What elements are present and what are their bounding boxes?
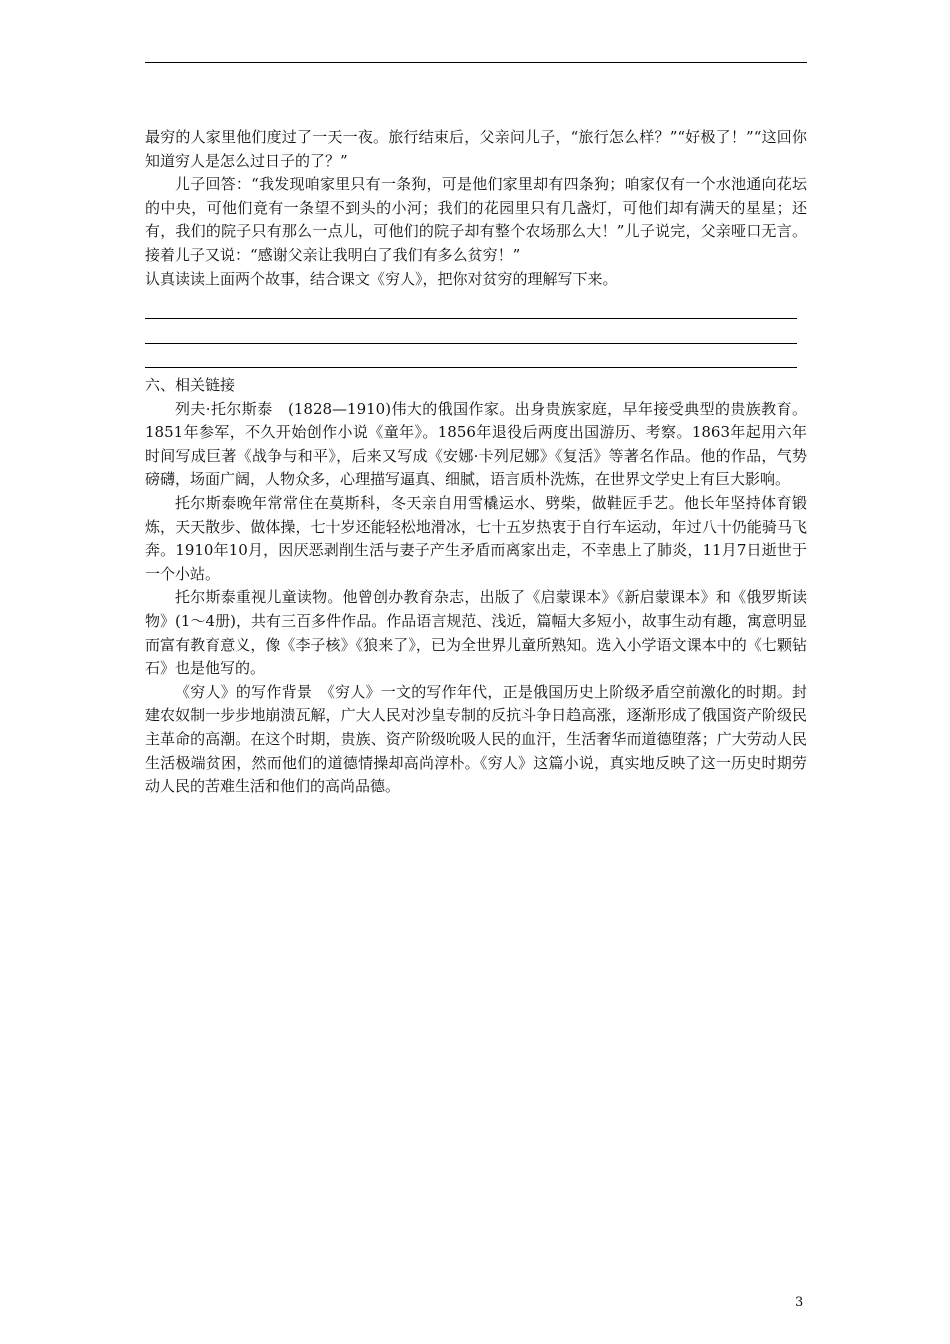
info-paragraph: 托尔斯泰晚年常常住在莫斯科，冬天亲自用雪橇运水、劈柴，做鞋匠手艺。他长年坚持体育锻炼，天天散步、做体操，七十岁还能轻松地滑冰，七十五岁热衷于自行车运动，年过八十仍能骑马飞奔。1910年10月，因厌恶剥削生活与妻子产生矛盾而离家出走，不幸患上了肺炎，11月7日逝世于一个小站。: [145, 493, 807, 583]
answer-line: [145, 343, 797, 344]
story-paragraph: 最穷的人家里他们度过了一天一夜。旅行结束后，父亲问儿子，“旅行怎么样？”“好极了！”“这回你知道穷人是怎么过日子的了？”: [145, 128, 807, 170]
story-section: [145, 126, 807, 291]
info-paragraph: 《穷人》的写作背景 《穷人》一文的写作年代，正是俄国历史上阶级矛盾空前激化的时期。封建农奴制一步步地崩溃瓦解，广大人民对沙皇专制的反抗斗争日趋高涨，逐渐形成了俄国资产阶级民主革命的高潮。在这个时期，贵族、资产阶级吮吸人民的血汗，生活奢华而道德堕落；广大劳动人民生活极端贫困，然而他们的道德情操却高尚淳朴。《穷人》这篇小说，真实地反映了这一历史时期劳动人民的苦难生活和他们的高尚品德。: [145, 682, 807, 796]
related-links-section: [145, 374, 807, 799]
answer-line: [145, 367, 797, 368]
writing-task: 认真读读上面两个故事，结合课文《穷人》，把你对贫穷的理解写下来。: [145, 269, 618, 288]
answer-line: [145, 318, 797, 319]
info-paragraph: 托尔斯泰重视儿童读物。他曾创办教育杂志，出版了《启蒙课本》《新启蒙课本》和《俄罗斯读物》(1～4册)，共有三百多件作品。作品语言规范、浅近，篇幅大多短小，故事生动有趣，寓意明显而富有教育意义，像《李子核》《狼来了》，已为全世界儿童所熟知。选入小学语文课本中的《七颗钻石》也是他写的。: [145, 588, 807, 678]
info-paragraph: 列夫·托尔斯泰 (1828—1910)伟大的俄国作家。出身贵族家庭，早年接受典型的贵族教育。1851年参军，不久开始创作小说《童年》。1856年退役后两度出国游历、考察。1863年起用六年时间写成巨著《战争与和平》，后来又写成《安娜·卡列尼娜》《复活》等著名作品。他的作品，气势磅礴，场面广阔，人物众多，心理描写逼真、细腻，语言质朴洗炼，在世界文学史上有巨大影响。: [145, 399, 807, 489]
story-paragraph: 儿子回答：“我发现咱家里只有一条狗，可是他们家里却有四条狗；咱家仅有一个水池通向花坛的中央，可他们竟有一条望不到头的小河；我们的花园里只有几盏灯，可他们却有满天的星星；还有，我们的院子只有那么一点儿，可他们的院子却有整个农场那么大！”儿子说完，父亲哑口无言。接着儿子又说：“感谢父亲让我明白了我们有多么贫穷！”: [145, 175, 807, 264]
page-number: 3: [795, 1295, 804, 1310]
header-rule: [145, 62, 807, 63]
section-heading: 六、相关链接: [145, 376, 236, 394]
